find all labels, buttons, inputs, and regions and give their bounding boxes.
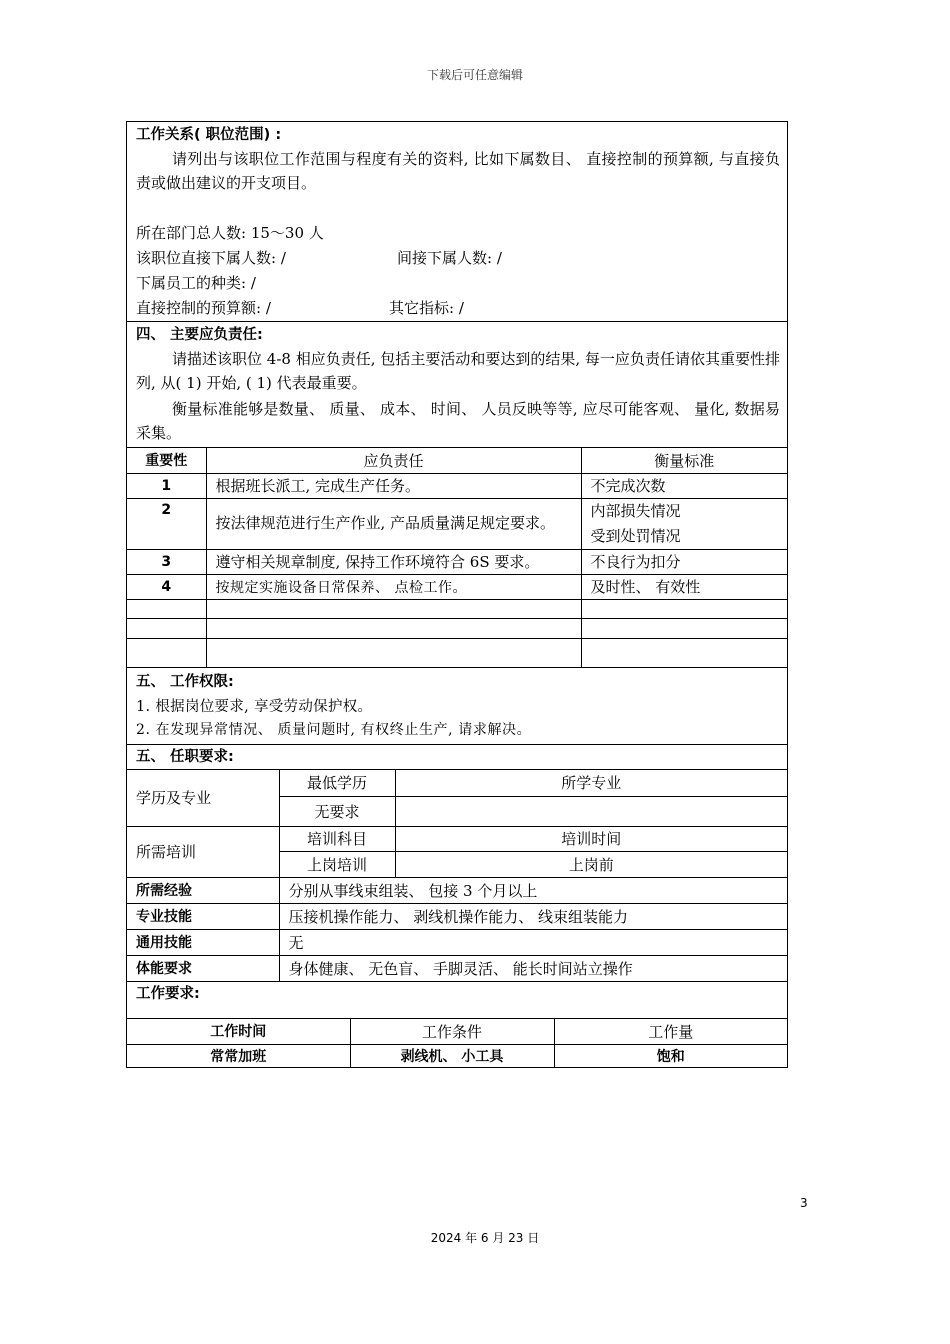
subordinate-type: 下属员工的种类: / (136, 274, 256, 292)
work-time-label: 工作时间 (127, 1019, 350, 1044)
table-row (127, 473, 787, 498)
training-label: 所需培训 (127, 826, 279, 877)
row-duty: 按法律规范进行生产作业, 产品质量满足规定要求。 (206, 498, 581, 549)
requirements-title: 五、 任职要求: (136, 749, 234, 765)
work-load-value: 饱和 (554, 1044, 787, 1068)
physical-row (127, 955, 787, 981)
skill-value: 压接机操作能力、 剥线机操作能力、 线束组装能力 (279, 903, 787, 929)
work-condition-value: 剥线机、 小工具 (350, 1044, 554, 1068)
row-no: 4 (127, 574, 206, 599)
row-measure: 不良行为扣分 (581, 549, 787, 574)
work-req-value-row (127, 1044, 787, 1068)
skill-label: 专业技能 (127, 903, 279, 929)
table-header-row (127, 448, 787, 473)
authority-section (127, 668, 787, 745)
work-condition-label: 工作条件 (350, 1019, 554, 1044)
row-measure-line-1: 内部损失情况 (590, 501, 681, 520)
header-note: 下载后可任意编辑 (426, 68, 523, 82)
responsibilities-title: 四、 主要应负责任: (136, 327, 263, 343)
general-skill-value: 无 (279, 929, 787, 955)
footer-date: 2024 年 6 月 23 日 (430, 1231, 540, 1245)
header-duty: 应负责任 (206, 448, 581, 473)
job-description-form (126, 121, 788, 1068)
work-req-title: 工作要求: (136, 986, 200, 1002)
authority-title: 五、 工作权限: (136, 674, 234, 690)
work-load-label: 工作量 (554, 1019, 787, 1044)
training-subject-label: 培训科目 (279, 826, 395, 851)
header-importance: 重要性 (127, 448, 206, 473)
work-relation-section (127, 122, 787, 322)
other-indicator: 其它指标: / (389, 299, 464, 317)
work-req-section (127, 981, 787, 1019)
training-time-value: 上岗前 (395, 851, 787, 877)
edu-label: 学历及专业 (127, 770, 279, 826)
table-row-empty (127, 599, 787, 618)
requirements-table (127, 770, 787, 982)
skill-row (127, 903, 787, 929)
row-duty: 按规定实施设备日常保养、 点检工作。 (206, 574, 581, 599)
experience-row (127, 877, 787, 903)
work-relation-intro: 请列出与该职位工作范围与程度有关的资料, 比如下属数目、 直接控制的预算额, 与直接负责或做出建议的开支项目。 (136, 150, 780, 192)
experience-value: 分别从事线束组装、 包接 3 个月以上 (279, 877, 787, 903)
authority-item-2: 2. 在发现异常情况、 质量问题时, 有权终止生产, 请求解决。 (136, 722, 532, 738)
physical-label: 体能要求 (127, 955, 279, 981)
dept-total: 所在部门总人数: 15～30 人 (136, 224, 324, 242)
training-time-label: 培训时间 (395, 826, 787, 851)
row-no: 2 (127, 498, 206, 549)
training-header-row (127, 826, 787, 851)
experience-label: 所需经验 (127, 877, 279, 903)
indirect-subordinates: 间接下属人数: / (397, 249, 502, 267)
responsibilities-table (127, 448, 787, 668)
general-skill-label: 通用技能 (127, 929, 279, 955)
responsibilities-intro-2: 衡量标准能够是数量、 质量、 成本、 时间、 人员反映等等, 应尽可能客观、 量化, 数据易采集。 (136, 400, 780, 442)
row-measure: 不完成次数 (581, 473, 787, 498)
row-no: 3 (127, 549, 206, 574)
page-number: 3 (800, 1196, 808, 1210)
row-measure: 及时性、 有效性 (581, 574, 787, 599)
budget: 直接控制的预算额: / (136, 299, 271, 317)
edu-min-value: 无要求 (279, 796, 395, 826)
table-row (127, 498, 787, 549)
header-measure: 衡量标准 (581, 448, 787, 473)
general-skill-row (127, 929, 787, 955)
training-subject-value: 上岗培训 (279, 851, 395, 877)
row-duty: 根据班长派工, 完成生产任务。 (206, 473, 581, 498)
requirements-section (127, 745, 787, 770)
edu-major-value (395, 796, 787, 826)
row-duty: 遵守相关规章制度, 保持工作环境符合 6S 要求。 (206, 549, 581, 574)
row-measure-line-2: 受到处罚情况 (590, 526, 681, 545)
row-measure (581, 498, 787, 549)
row-no: 1 (127, 473, 206, 498)
authority-item-1: 1. 根据岗位要求, 享受劳动保护权。 (136, 699, 373, 715)
work-req-header-row (127, 1019, 787, 1044)
work-relation-title: 工作关系( 职位范围) : (136, 127, 282, 143)
direct-subordinates: 该职位直接下属人数: / (136, 249, 286, 267)
responsibilities-intro-1: 请描述该职位 4-8 相应负责任, 包括主要活动和要达到的结果, 每一应负责任请依其重要性排列, 从( 1) 开始, ( 1) 代表最重要。 (136, 350, 780, 392)
table-row-empty (127, 638, 787, 667)
table-row (127, 549, 787, 574)
table-row-empty (127, 618, 787, 638)
work-time-value: 常常加班 (127, 1044, 350, 1068)
responsibilities-section (127, 322, 787, 448)
edu-major-label: 所学专业 (395, 770, 787, 796)
edu-min-label: 最低学历 (279, 770, 395, 796)
physical-value: 身体健康、 无色盲、 手脚灵活、 能长时间站立操作 (279, 955, 787, 981)
edu-header-row (127, 770, 787, 796)
work-req-table (127, 1019, 787, 1068)
table-row (127, 574, 787, 599)
